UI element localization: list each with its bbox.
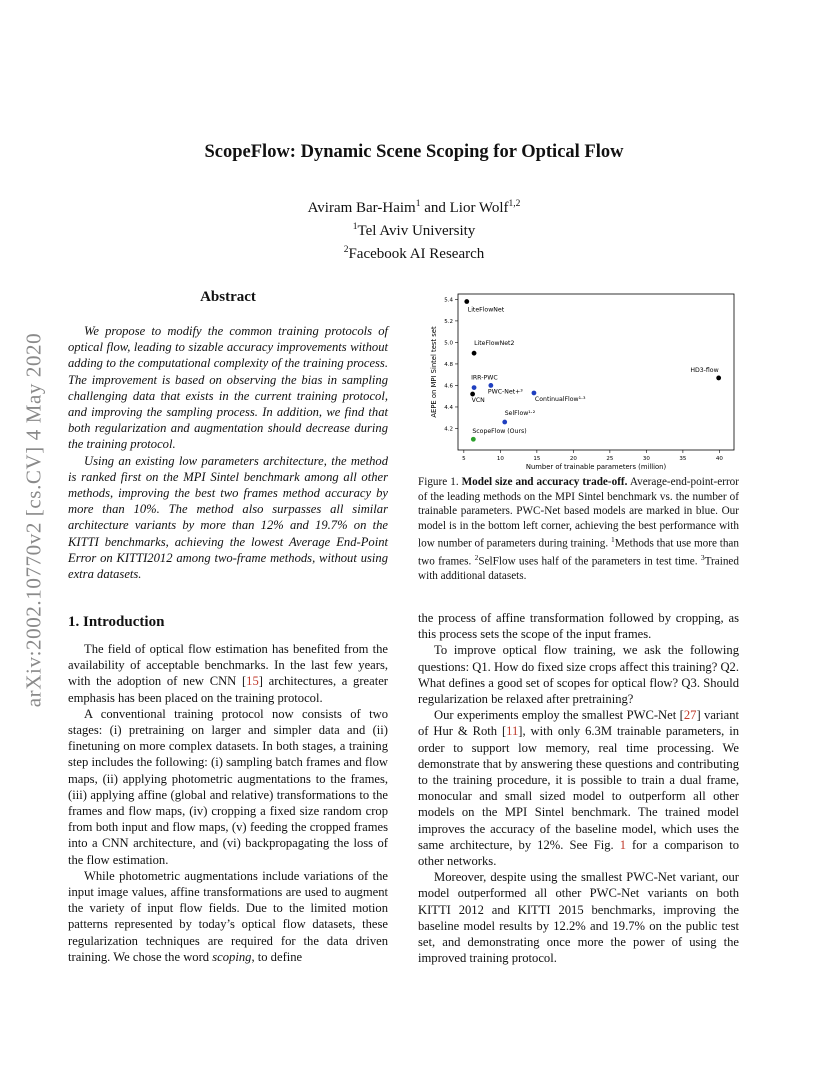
data-point (470, 392, 475, 397)
data-point (464, 299, 469, 304)
authors-line: Aviram Bar-Haim$^1$ and Lior Wolf$^{1,2}$ (307, 199, 521, 216)
data-point (532, 391, 537, 396)
intro-right-column (418, 610, 739, 966)
figure-link[interactable]: 1 (619, 837, 626, 852)
data-point (502, 420, 507, 425)
affiliation-1: $^1$Tel Aviv University (352, 222, 476, 239)
x-axis-label: Number of trainable parameters (million) (525, 463, 667, 471)
citation-link[interactable]: 11 (506, 724, 519, 739)
x-tick-label: 15 (533, 456, 541, 462)
y-tick-label: 5.4 (444, 297, 453, 304)
figure-1-chart (418, 290, 739, 475)
paper-title: ScopeFlow: Dynamic Scene Scoping for Optical Flow (204, 142, 624, 162)
intro-paragraph: Moreover, despite using the smallest PWC-Net variant, our model outperformed all other PWC-Net variants on both KITTI 2012 and KITTI 2015 benchmarks, improving the baseline model results by 12.2% and 19.7% on the public test set, and demonstrating once more the power of using the improved training protocol. (418, 870, 739, 966)
abstract-body (68, 323, 388, 582)
citation-link[interactable]: 27 (683, 708, 697, 723)
arxiv-id: arXiv:2002.10770v2 [cs.CV] 4 May 2020 (21, 332, 46, 708)
intro-paragraph: While photometric augmentations include variations of the input image values, affine transformations are used to augment the variety of input flow fields. Due to the limited motion patterns represented by today’s optical flow datasets, these regularization techniques are required for the data driven training. We chose the word scoping, to define (68, 868, 388, 964)
data-point (488, 383, 493, 388)
intro-paragraph: the process of affine transformation followed by cropping, as this process sets the scope of the input frames. (418, 611, 739, 642)
y-tick-label: 4.6 (444, 383, 453, 390)
intro-paragraph: The field of optical flow estimation has benefited from the availability of acceptable benchmarks. In the last few years, with the adoption of new CNN [15] architectures, a greater emphasis has been placed on the training protocol. (68, 642, 388, 705)
y-tick-label: 5.0 (444, 340, 453, 347)
x-tick-label: 5 (462, 456, 466, 462)
data-point (716, 376, 721, 381)
point-label: IRR-PWC (471, 374, 498, 382)
affiliation-2: $^2$Facebook AI Research (343, 245, 485, 262)
arxiv-sidebar (14, 280, 54, 760)
x-tick-label: 25 (606, 456, 614, 462)
point-label: PWC-Net+³ (487, 388, 523, 396)
y-tick-label: 4.4 (444, 404, 453, 411)
x-tick-label: 20 (569, 456, 577, 462)
data-point (472, 385, 477, 390)
intro-left-column (68, 641, 388, 965)
abstract-paragraph: We propose to modify the common training protocols of optical flow, leading to sizable accuracy improvements without adding to the computational complexity of the training process. The improvement is based on observing the bias in sampling challenging data that exists in the current training protocol, and improving the sampling process. In addition, we find that both regularization and augmentation should decrease during the training protocol. (68, 324, 388, 452)
data-point (471, 437, 476, 442)
abstract-heading: Abstract (200, 289, 256, 305)
point-label: ContinualFlow¹·³ (534, 395, 586, 403)
intro-paragraph: Our experiments employ the smallest PWC-Net [27] variant of Hur & Roth [11], with only 6.3M trainable parameters, in order to support low memory, real time processing. We demonstrate that by answering these questions and contributing to the training procedure, it is possible to train a dual frame, monocular and small sized model to outperform all other models on the MPI Sintel benchmark. The trained model improves the accuracy of the baseline model, which uses the same architecture, by 12%. See Fig. 1 for a comparison to other networks. (418, 708, 739, 869)
author-block (0, 195, 828, 264)
x-tick-label: 10 (496, 456, 504, 462)
intro-paragraph: A conventional training protocol now consists of two stages: (i) pretraining on larger and simpler data and (ii) finetuning on more complex datasets. In both stages, a training step includes the following: (i) sampling batch frames and flow maps, (ii) applying photometric augmentations to the frames, (iii) applying affine (global and relative) transformations to the frames and flow maps, (iv) cropping a fixed size random crop from both input and flow maps, (v) feeding the cropped frames into a CNN architecture, and (vi) backpropagating the loss of the flow estimation. (68, 706, 388, 867)
abstract-paragraph: Using an existing low parameters architecture, the method is ranked first on the MPI Sintel benchmark among all other methods, improving the best two frames method accuracy by more than 10%. The method also surpasses all similar architecture variants by more than 12% and 19.7% on the KITTI benchmarks, achieving the lowest Average End-Point Error on KITTI2012 among two-frame methods, without using extra datasets. (68, 453, 388, 582)
scatter-chart (418, 290, 739, 475)
data-point (472, 351, 477, 356)
figure-1-caption: Figure 1. Model size and accuracy trade-off. Average-end-point-error of the leading methods on the MPI Sintel benchmark vs. the number of trainable parameters. PWC-Net based models are marked in blue. Our model is in the bottom left corner, achieving the best performance with low number of parameters during training. $^1$Methods that use more than two frames. $^2$SelFlow uses half of the parameters in test time. $^3$Trained with additional datasets. (418, 476, 739, 583)
y-axis-label: AEPE on MPI Sintel test set (430, 326, 438, 418)
point-label: VCN (471, 397, 485, 405)
x-tick-label: 40 (715, 456, 723, 462)
point-label: SelFlow¹·² (504, 410, 536, 418)
section-heading-introduction: 1. Introduction (68, 614, 165, 630)
y-tick-label: 5.2 (444, 318, 453, 325)
citation-link[interactable]: 15 (246, 674, 259, 689)
point-label: LiteFlowNet2 (474, 340, 515, 348)
x-tick-label: 30 (642, 456, 650, 462)
y-tick-label: 4.8 (444, 361, 453, 368)
point-label: ScopeFlow (Ours) (472, 428, 527, 436)
x-tick-label: 35 (679, 456, 687, 462)
point-label: HD3-flow (690, 366, 719, 374)
y-tick-label: 4.2 (444, 426, 453, 433)
intro-paragraph: To improve optical flow training, we ask the following questions: Q1. How do fixed size crops affect this training? Q2. What defines a good set of scopes for optical flow? Q3. Should regularization be relaxed after pretraining? (418, 643, 739, 707)
point-label: LiteFlowNet (467, 306, 505, 314)
